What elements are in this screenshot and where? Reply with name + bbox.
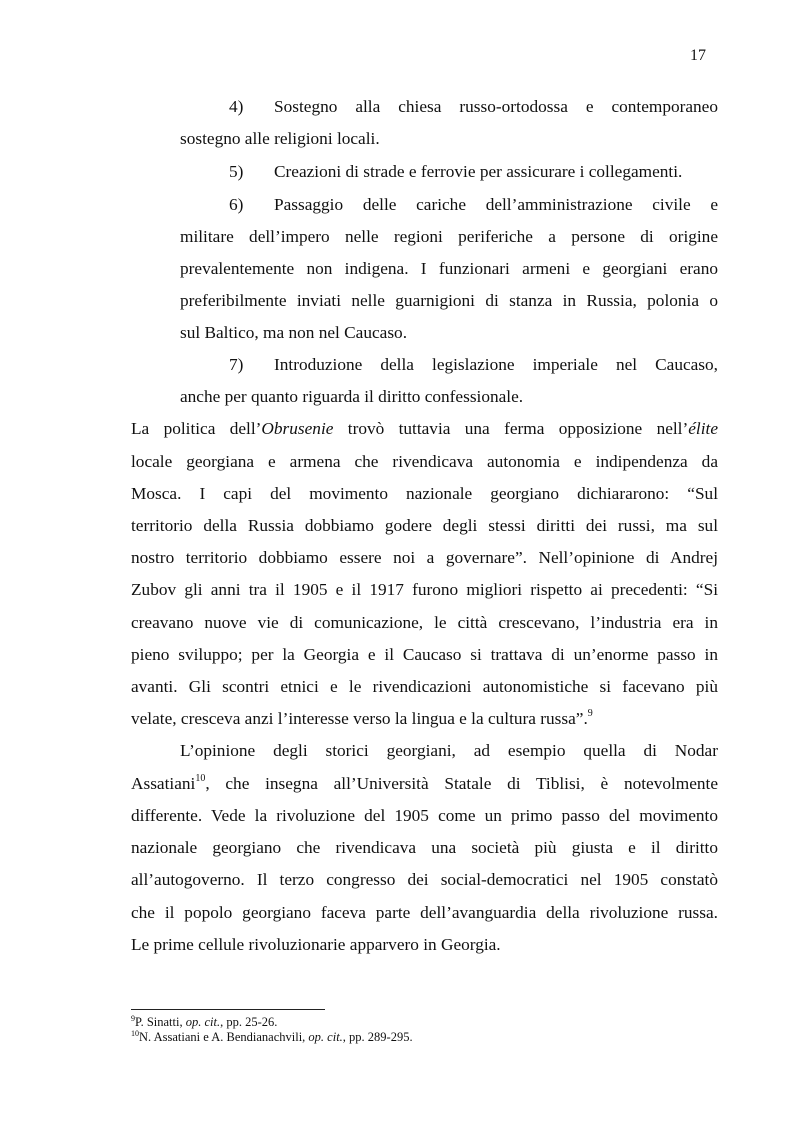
page-number: 17	[690, 47, 706, 64]
paragraph-line: nazionale georgiano che rivendicava una società più giusta e il diritto	[131, 838, 718, 857]
list-line: Introduzione della legislazione imperiale nel Caucaso,	[274, 355, 718, 374]
paragraph-line: Assatiani$^{10}$, che insegna all’Università Statale di Tiblisi, è notevolmente	[131, 773, 718, 793]
list-line: prevalentemente non indigena. I funzionari armeni e georgiani erano	[180, 259, 718, 278]
list-number: 5)	[229, 162, 244, 181]
list-line: anche per quanto riguarda il diritto confessionale.	[180, 387, 524, 406]
list-line: preferibilmente inviati nelle guarnigioni di stanza in Russia, polonia o	[180, 291, 718, 310]
footnote-9: $^9$P. Sinatti, op. cit., pp. 25-26.	[131, 1014, 278, 1029]
list-line: Passaggio delle cariche dell’amministrazione civile e	[274, 195, 718, 214]
list-line: Sostegno alla chiesa russo-ortodossa e contemporaneo	[274, 97, 718, 116]
list-number: 4)	[229, 97, 244, 116]
list-line: sul Baltico, ma non nel Caucaso.	[180, 323, 408, 342]
emphasis-obrusenie: Obrusenie	[261, 419, 334, 438]
paragraph-line: locale georgiana e armena che rivendicava autonomia e indipendenza da	[131, 452, 718, 471]
paragraph-line: creavano nuove vie di comunicazione, le città crescevano, l’industria era in	[131, 613, 718, 632]
footnote-ref-10[interactable]: 10	[195, 773, 206, 784]
footnote-mark: 10	[131, 1029, 139, 1038]
list-line: militare dell’impero nelle regioni periferiche a persone di origine	[180, 227, 718, 246]
paragraph-line: pieno sviluppo; per la Georgia e il Caucaso si trattava di un’enorme passo in	[131, 645, 718, 664]
list-number: 6)	[229, 195, 244, 214]
paragraph-line: L’opinione degli storici georgiani, ad esempio quella di Nodar	[180, 741, 718, 760]
list-line: Creazioni di strade e ferrovie per assicurare i collegamenti.	[274, 162, 683, 181]
paragraph-line: che il popolo georgiano faceva parte dell’avanguardia della rivoluzione russa.	[131, 903, 718, 922]
paragraph-line: all’autogoverno. Il terzo congresso dei social-democratici nel 1905 constatò	[131, 870, 718, 889]
paragraph-line: avanti. Gli scontri etnici e le rivendicazioni autonomistiche si facevano più	[131, 677, 718, 696]
paragraph-line: nostro territorio dobbiamo essere noi a governare”. Nell’opinione di Andrej	[131, 548, 718, 567]
paragraph-line: territorio della Russia dobbiamo godere degli stessi diritti dei russi, ma sul	[131, 516, 718, 535]
footnote-10: $^{10}$N. Assatiani e A. Bendianachvili, op. cit., pp. 289-295.	[131, 1029, 413, 1044]
list-line: sostegno alle religioni locali.	[180, 129, 380, 148]
emphasis-elite: élite	[688, 419, 718, 438]
paragraph-line: Le prime cellule rivoluzionarie apparvero in Georgia.	[131, 935, 501, 954]
footnote-ref-9[interactable]: 9	[587, 708, 593, 719]
list-number: 7)	[229, 355, 244, 374]
paragraph-line: velate, cresceva anzi l’interesse verso la lingua e la cultura russa”.$^9$	[131, 708, 593, 728]
paragraph-line: Zubov gli anni tra il 1905 e il 1917 furono migliori rispetto ai precedenti: “Si	[131, 580, 718, 599]
paragraph-line: Mosca. I capi del movimento nazionale georgiano dichiararono: “Sul	[131, 484, 718, 503]
footnote-mark: 9	[131, 1014, 135, 1023]
footnote-separator	[131, 1009, 325, 1010]
paragraph-line: La politica dell’Obrusenie trovò tuttavia una ferma opposizione nell’élite	[131, 419, 718, 438]
paragraph-line: differente. Vede la rivoluzione del 1905 come un primo passo del movimento	[131, 806, 718, 825]
